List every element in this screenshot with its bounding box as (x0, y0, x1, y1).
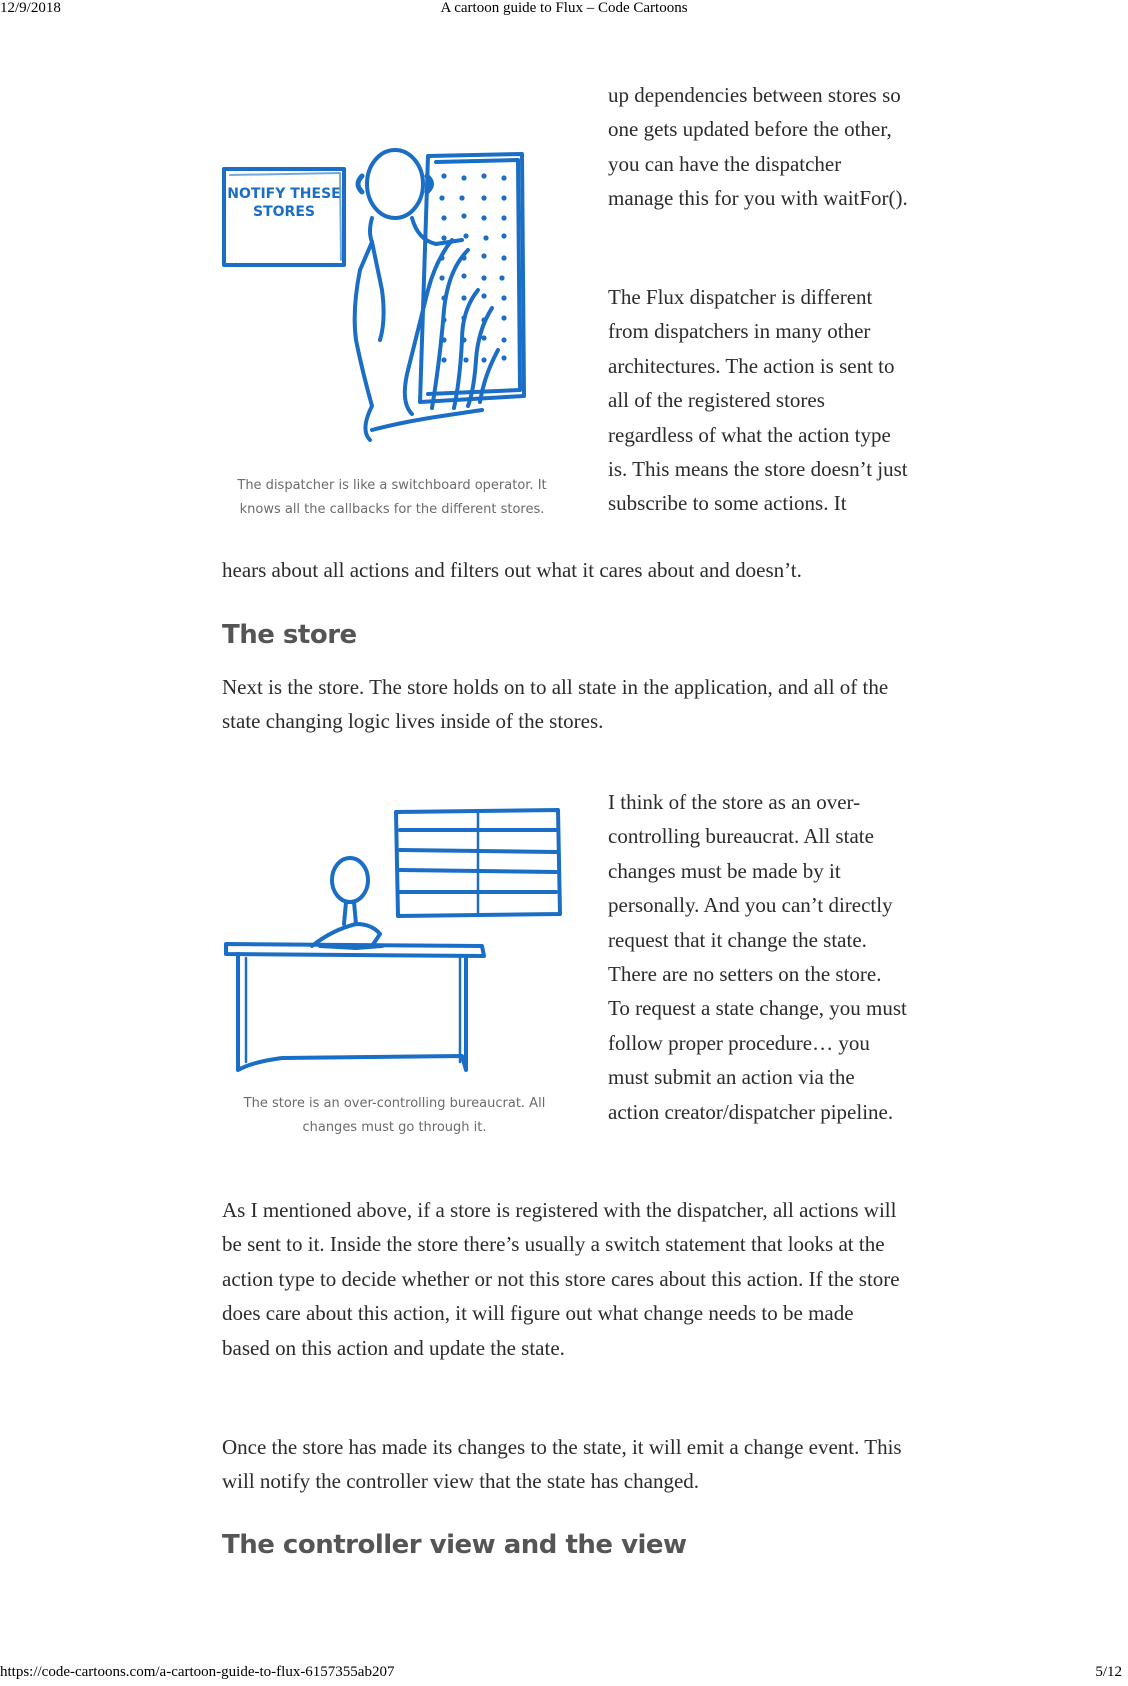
paragraph-store-intro: Next is the store. The store holds on to all state in the application, and all of the state changing logic lives inside of the stores. (222, 675, 889, 734)
print-page-number: 5/12 (1095, 1664, 1122, 1680)
paragraph-dispatcher-difference: The Flux dispatcher is different from dispatchers in many other architectures. The action is sent to all of the registered stores regardless of what the action type is. This means the store doesn’t just subscribe to some actions. It (608, 285, 908, 516)
paragraph-store-switch: As I mentioned above, if a store is registered with the dispatcher, all actions will be sent to it. Inside the store there’s usually a switch statement that looks at the action type to decide whether or not this store cares about this action. If the store does care about this action, it will figure out what change needs to be made based on this action and update the state. (222, 1198, 900, 1360)
store-illustration (222, 800, 567, 1080)
dispatcher-caption: The dispatcher is like a switchboard operator. It knows all the callbacks for the different stores. (237, 478, 547, 517)
print-date: 12/9/2018 (0, 0, 61, 16)
print-header (0, 0, 1128, 20)
sign-text-line2: STORES (253, 204, 315, 220)
print-url: https://code-cartoons.com/a-cartoon-guide-to-flux-6157355ab207 (0, 1664, 395, 1680)
heading-controller-view: The controller view and the view (222, 1530, 687, 1560)
store-caption: The store is an over-controlling bureaucrat. All changes must go through it. (243, 1096, 546, 1135)
print-footer (0, 1664, 1128, 1684)
desk-top (226, 944, 484, 956)
paragraph-bureaucrat: I think of the store as an over-controlling bureaucrat. All state changes must be made by it personally. And you can’t directly request that it change the state. There are no setters on the store. To request a state change, you must follow proper procedure… you must submit an action via the action creator/dispatcher pipeline. (608, 790, 907, 1124)
paragraph-change-event: Once the store has made its changes to the state, it will emit a change event. This will notify the controller view that the state has changed. (222, 1435, 902, 1494)
dispatcher-illustration (222, 140, 562, 460)
print-title: A cartoon guide to Flux – Code Cartoons (440, 0, 688, 16)
switchboard-jacks (439, 173, 506, 362)
switchboard-panel (420, 154, 524, 402)
heading-the-store: The store (222, 620, 357, 650)
bureaucrat-head (332, 858, 368, 902)
paragraph-waitfor: up dependencies between stores so one gets updated before the other, you can have the dispatcher manage this for you with waitFor(). (608, 83, 908, 211)
desk-body (238, 954, 466, 1070)
paragraph-dispatcher-continued: hears about all actions and filters out what it cares about and doesn’t. (222, 558, 802, 582)
sign-text-line1: NOTIFY THESE (227, 186, 341, 202)
operator-head (367, 150, 423, 218)
